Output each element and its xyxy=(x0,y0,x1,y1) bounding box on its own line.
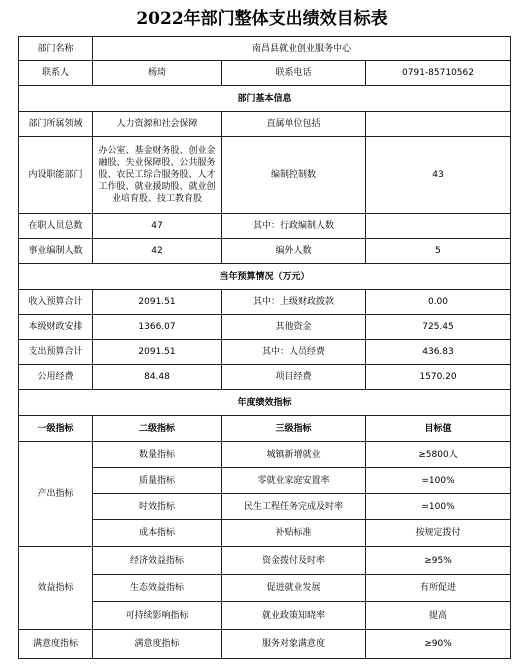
career-value: 42 xyxy=(93,239,222,264)
public-label: 公用经费 xyxy=(19,365,93,390)
section-perf-title: 年度绩效指标 xyxy=(19,390,511,416)
expend-row xyxy=(19,340,511,365)
phone-label: 联系电话 xyxy=(222,61,366,86)
local-value: 1366.07 xyxy=(93,315,222,340)
effect-row-ecological xyxy=(19,575,511,602)
section-budget-title: 当年预算情况（万元） xyxy=(19,264,511,290)
personnel-value: 436.83 xyxy=(366,340,511,365)
income-label: 收入预算合计 xyxy=(19,290,93,315)
effect-l2: 生态效益指标 xyxy=(93,575,222,602)
effect-row-sustainable xyxy=(19,602,511,630)
satisfaction-label: 满意度指标 xyxy=(19,630,93,659)
other-label: 其他资金 xyxy=(222,315,366,340)
field-label: 部门所属领域 xyxy=(19,112,93,137)
public-value: 84.48 xyxy=(93,365,222,390)
field-value: 人力资源和社会保障 xyxy=(93,112,222,137)
admin-quota-value xyxy=(366,214,511,239)
outside-value: 5 xyxy=(366,239,511,264)
outside-label: 编外人数 xyxy=(222,239,366,264)
duties-row xyxy=(19,137,511,214)
header-level1: 一级指标 xyxy=(19,416,93,442)
local-label: 本级财政安排 xyxy=(19,315,93,340)
income-value: 2091.51 xyxy=(93,290,222,315)
output-label: 产出指标 xyxy=(19,442,93,547)
staff-label: 在职人员总数 xyxy=(19,214,93,239)
effect-l3: 促进就业发展 xyxy=(222,575,366,602)
expend-label: 支出预算合计 xyxy=(19,340,93,365)
effect-row-economic xyxy=(19,547,511,575)
effect-l3: 就业政策知晓率 xyxy=(222,602,366,630)
output-row-cost xyxy=(19,520,511,547)
contact-value: 杨琦 xyxy=(93,61,222,86)
career-label: 事业编制人数 xyxy=(19,239,93,264)
perf-header-row xyxy=(19,416,511,442)
phone-value: 0791-85710562 xyxy=(366,61,511,86)
output-row-quantity xyxy=(19,442,511,468)
satisfaction-row xyxy=(19,630,511,659)
admin-quota-label: 其中：行政编制人数 xyxy=(222,214,366,239)
output-target: =100% xyxy=(366,468,511,494)
output-l3: 城镇新增就业 xyxy=(222,442,366,468)
dept-name-value: 南昌县就业创业服务中心 xyxy=(93,37,511,61)
effect-label: 效益指标 xyxy=(19,547,93,630)
superior-value: 0.00 xyxy=(366,290,511,315)
quota-value: 43 xyxy=(366,137,511,214)
duties-value: 办公室、基金财务股、创业金融股、失业保障股、公共服务股、农民工综合服务股、人才工作股、就业援助股、就业创业培育股、技工教育股 xyxy=(93,137,222,214)
superior-label: 其中：上级财政拨款 xyxy=(222,290,366,315)
section-perf xyxy=(19,390,511,416)
contact-row xyxy=(19,61,511,86)
output-target: =100% xyxy=(366,494,511,520)
section-basic-info-title: 部门基本信息 xyxy=(19,86,511,112)
personnel-label: 其中：人员经费 xyxy=(222,340,366,365)
subunits-value xyxy=(366,112,511,137)
output-l2: 时效指标 xyxy=(93,494,222,520)
quota-label: 编制控制数 xyxy=(222,137,366,214)
output-l3: 民生工程任务完成及时率 xyxy=(222,494,366,520)
output-l2: 数量指标 xyxy=(93,442,222,468)
header-target: 目标值 xyxy=(366,416,511,442)
satisfaction-l2: 满意度指标 xyxy=(93,630,222,659)
effect-l3: 资金拨付及时率 xyxy=(222,547,366,575)
income-row xyxy=(19,290,511,315)
subunits-label: 直属单位包括 xyxy=(222,112,366,137)
output-l2: 成本指标 xyxy=(93,520,222,547)
dept-name-row xyxy=(19,37,511,61)
project-value: 1570.20 xyxy=(366,365,511,390)
other-value: 725.45 xyxy=(366,315,511,340)
output-l3: 补贴标准 xyxy=(222,520,366,547)
staff-value: 47 xyxy=(93,214,222,239)
effect-target: ≥95% xyxy=(366,547,511,575)
satisfaction-l3: 服务对象满意度 xyxy=(222,630,366,659)
project-label: 项目经费 xyxy=(222,365,366,390)
header-level3: 三级指标 xyxy=(222,416,366,442)
section-budget xyxy=(19,264,511,290)
output-target: 按规定拨付 xyxy=(366,520,511,547)
dept-name-label: 部门名称 xyxy=(19,37,93,61)
career-row xyxy=(19,239,511,264)
section-basic-info xyxy=(19,86,511,112)
contact-label: 联系人 xyxy=(19,61,93,86)
output-l2: 质量指标 xyxy=(93,468,222,494)
effect-target: 有所促进 xyxy=(366,575,511,602)
performance-table xyxy=(18,36,511,659)
expend-value: 2091.51 xyxy=(93,340,222,365)
effect-l2: 经济效益指标 xyxy=(93,547,222,575)
page-title: 2022年部门整体支出绩效目标表 xyxy=(136,9,388,29)
output-target: ≥5800人 xyxy=(366,442,511,468)
output-row-quality xyxy=(19,468,511,494)
satisfaction-target: ≥90% xyxy=(366,630,511,659)
public-row xyxy=(19,365,511,390)
output-l3: 零就业家庭安置率 xyxy=(222,468,366,494)
effect-l2: 可持续影响指标 xyxy=(93,602,222,630)
header-level2: 二级指标 xyxy=(93,416,222,442)
staff-row xyxy=(19,214,511,239)
effect-target: 提高 xyxy=(366,602,511,630)
output-row-timeliness xyxy=(19,494,511,520)
field-row xyxy=(19,112,511,137)
duties-label: 内设职能部门 xyxy=(19,137,93,214)
local-row xyxy=(19,315,511,340)
